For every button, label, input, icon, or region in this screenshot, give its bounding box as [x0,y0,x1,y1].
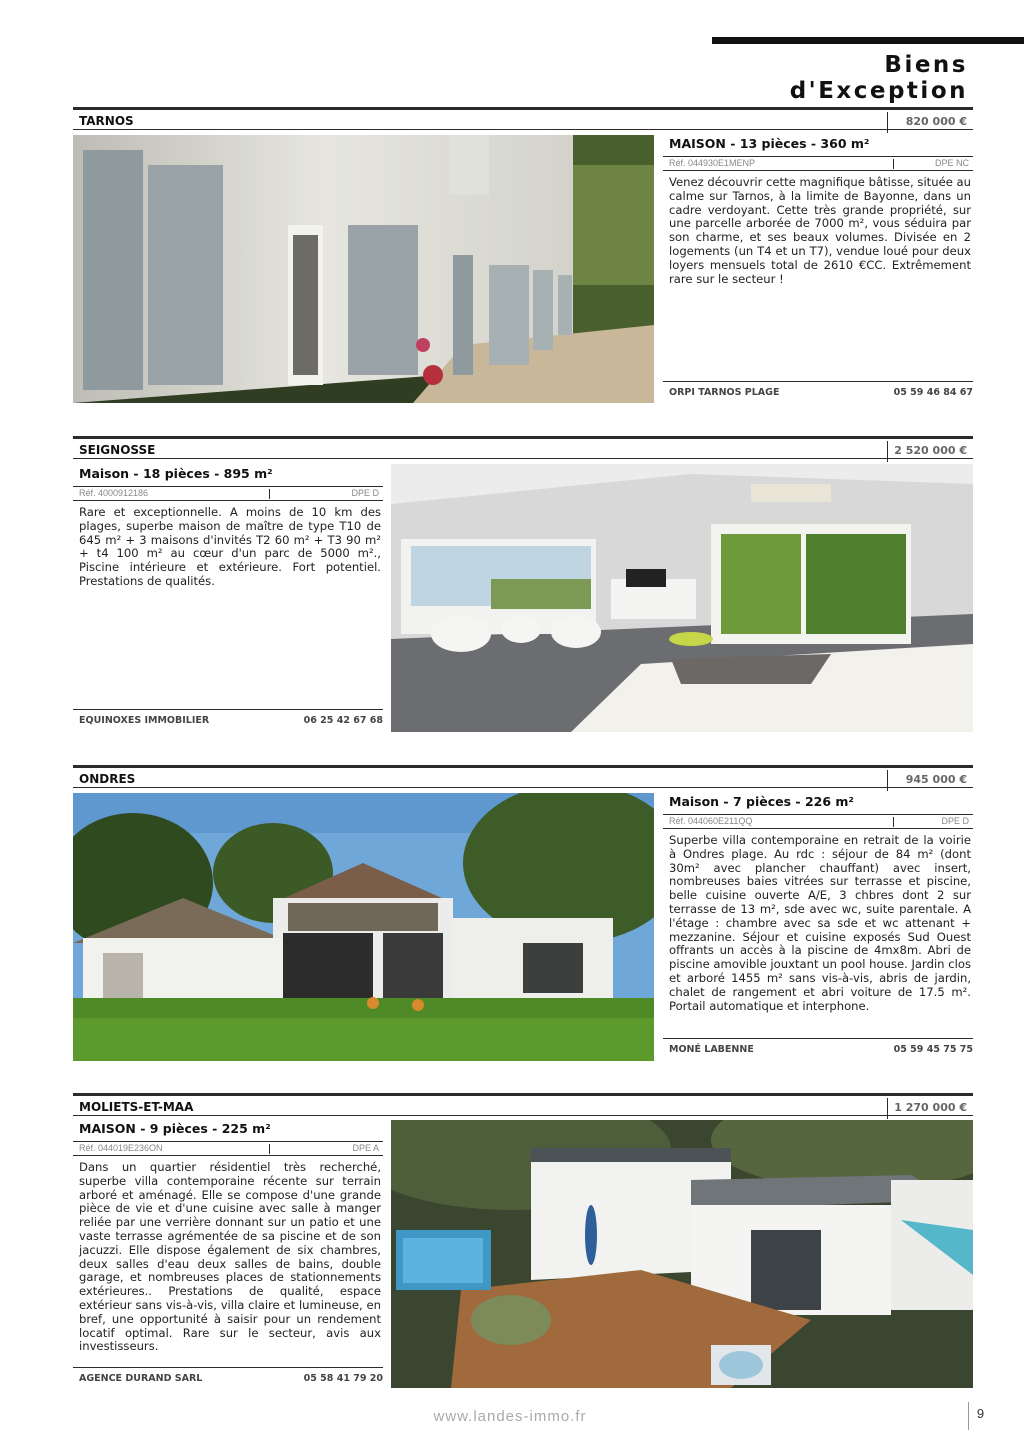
property-type-text: MAISON - 9 pièces - 225 m² [79,1121,271,1136]
divider [893,817,894,827]
property-type [73,1119,383,1142]
agency-name: AGENCE DURAND SARL [79,1373,203,1384]
reference: Réf. 044930E1MENP [669,158,756,168]
listing-price: 820 000 € [905,115,967,128]
listing-ondres [73,765,973,1065]
dpe-label: DPE A [352,1143,379,1153]
property-type [73,464,383,487]
listing-city: MOLIETS-ET-MAA [79,1100,194,1114]
section-title: Biens d'Exception [789,52,968,104]
property-type-text: Maison - 7 pièces - 226 m² [669,794,854,809]
header-bar [712,37,1024,44]
listing-photo [73,135,654,403]
price-box [887,1098,973,1119]
listing-seignosse [73,436,973,736]
divider [269,489,270,499]
agency-footer [73,709,383,731]
price-box [887,441,973,462]
agency-phone: 05 59 45 75 75 [893,1044,973,1055]
listing-photo [391,464,973,732]
description: Dans un quartier résidentiel très recherché, superbe villa contemporaine récente sur terrain arboré et aménagé. Elle se compose d'une grande pièce de vie et d'une cuisine avec salle à manger reliée par une verrière donnant sur un patio et une vaste terrasse agrémentée de sa piscine et de son jacuzzi. Elle dispose également de six chambres, deux salles d'eau deux salles de bains, double garage, et nombreuses places de stationnements extérieures.. Prestations de qualité, espace extérieur sans vis-à-vis, villa claire et lumineuse, en bref, une opportunité à saisir pour un rendement locatif optimal. Rare sur le secteur, avis aux investisseurs. [79,1160,381,1354]
divider [893,159,894,169]
reference: Réf. 044060E211QQ [669,816,753,826]
description: Rare et exceptionnelle. A moins de 10 km des plages, superbe maison de maître de type T10 de 645 m² + 3 maisons d'invités T2 60 m² + T3 90 m² + t4 100 m² au cœur d'un parc de 5000 m²., Piscine intérieure et extérieure. Fort potentiel. Prestations de qualités. [79,505,381,588]
agency-name: ORPI TARNOS PLAGE [669,387,780,398]
divider [269,1144,270,1154]
listing-info [73,464,383,734]
listing-header [73,765,973,788]
reference-row [73,487,383,501]
listing-city: TARNOS [79,114,134,128]
dpe-label: DPE D [941,816,969,826]
listing-header [73,107,973,130]
listing-info [73,1119,383,1389]
property-type-text: MAISON - 13 pièces - 360 m² [669,136,870,151]
listing-city: SEIGNOSSE [79,443,156,457]
property-type-text: Maison - 18 pièces - 895 m² [79,466,273,481]
listing-price: 1 270 000 € [894,1101,967,1114]
listing-price: 2 520 000 € [894,444,967,457]
listing-moliets-et-maa [73,1093,973,1393]
listing-info [663,792,973,1062]
listing-price: 945 000 € [905,773,967,786]
property-type [663,134,973,157]
property-type [663,792,973,815]
listing-tarnos [73,107,973,407]
agency-phone: 05 58 41 79 20 [303,1373,383,1384]
website-url: www.landes-immo.fr [433,1408,587,1425]
agency-name: MONÉ LABENNE [669,1044,754,1055]
reference-row [663,157,973,171]
listing-photo [73,793,654,1061]
dpe-label: DPE D [351,488,379,498]
dpe-label: DPE NC [934,158,969,168]
price-box [887,112,973,133]
reference-row [73,1142,383,1156]
page-number: 9 [968,1402,992,1430]
listing-photo [391,1120,973,1388]
agency-phone: 05 59 46 84 67 [893,387,973,398]
reference: Réf. 044019E236ON [79,1143,163,1153]
listing-header [73,436,973,459]
price-box [887,770,973,791]
agency-phone: 06 25 42 67 68 [303,715,383,726]
agency-footer [663,381,973,403]
listing-info [663,134,973,404]
description: Superbe villa contemporaine en retrait de la voirie à Ondres plage. Au rdc : séjour de 84 m² (dont 30m² avec plancher chauffant) avec insert, nombreuses baies vitrées sur terrasse et piscine, belle cuisine ouverte A/E, 3 chbres dont 2 sur terrasse de 13 m², sde avec wc, suite parentale. A l'étage : chambre avec sa sde et wc attenant + mezzanine. Séjour et cuisine exposés Sud Ouest offrants un accès à la piscine de 4mx8m. Abri de piscine amovible jouxtant un pool house. Jardin clos et arboré 1455 m² sans vis-à-vis, abris de jardin, chalet de rangement et abri voiture de 17.5 m². Portail automatique et interphone. [669,833,971,1013]
agency-footer [73,1367,383,1389]
agency-footer [663,1038,973,1060]
listing-city: ONDRES [79,772,136,786]
agency-name: EQUINOXES IMMOBILIER [79,715,210,726]
description: Venez découvrir cette magnifique bâtisse, située au calme sur Tarnos, à la limite de Bayonne, dans un cadre verdoyant. Cette très grande propriété, sur une parcelle arborée de 7000 m², vous séduira par son charme, et ses beaux volumes. Divisée en 2 logements (un T4 et un T7), vendue loué pour deux loyers mensuels total de 2610 €CC. Extrêmement rare sur le secteur ! [669,175,971,286]
listing-header [73,1093,973,1116]
reference: Réf. 4000912186 [79,488,149,498]
reference-row [663,815,973,829]
